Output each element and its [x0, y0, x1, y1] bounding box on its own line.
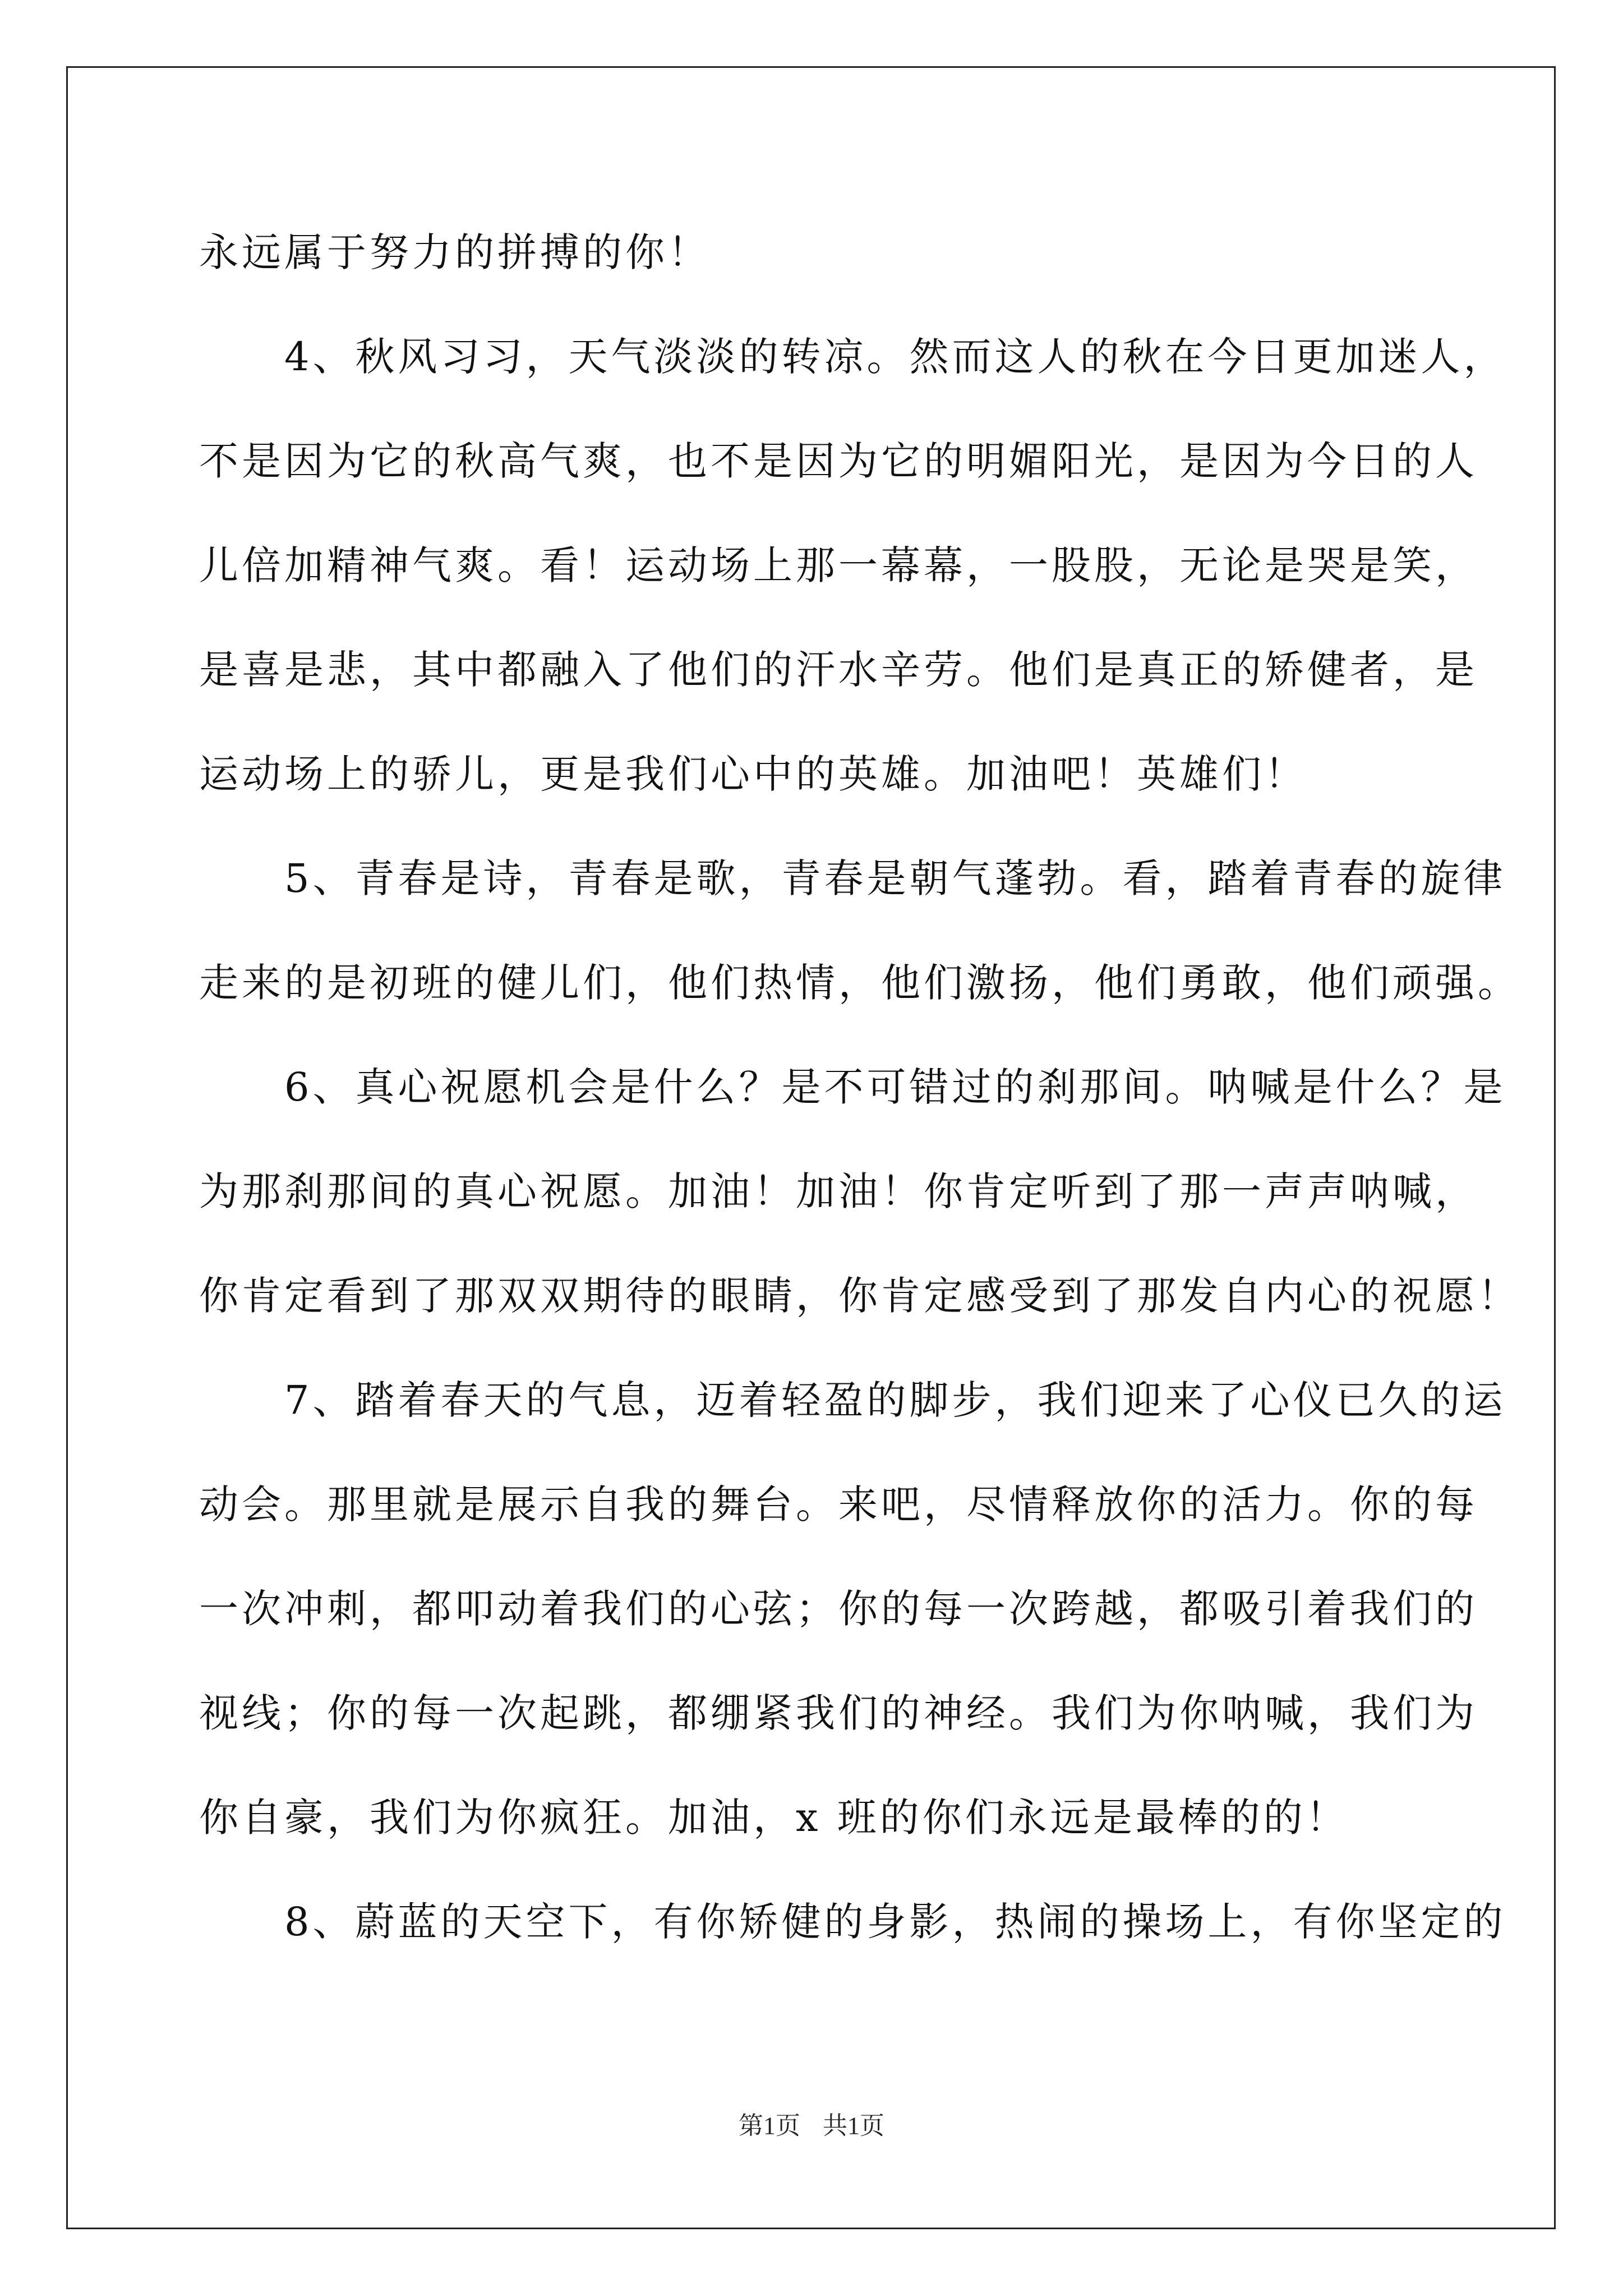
text-line: 7、踏着春天的气息，迈着轻盈的脚步，我们迎来了心仪已久的运 — [199, 1377, 1506, 1423]
text-line: 不是因为它的秋高气爽，也不是因为它的明媚阳光，是因为今日的人 — [199, 438, 1478, 484]
page-total: 共1页 — [823, 2112, 884, 2139]
text-line: 6、真心祝愿机会是什么？是不可错过的刹那间。呐喊是什么？是 — [199, 1064, 1506, 1110]
text-line: 你肯定看到了那双双期待的眼睛，你肯定感受到了那发自内心的祝愿！ — [199, 1273, 1520, 1319]
text-line: 走来的是初班的健儿们，他们热情，他们激扬，他们勇敢，他们顽强。 — [199, 960, 1520, 1006]
text-line: 儿倍加精神气爽。看！运动场上那一幕幕，一股股，无论是哭是笑， — [199, 542, 1478, 588]
text-line: 5、青春是诗，青春是歌，青春是朝气蓬勃。看，踏着青春的旋律 — [199, 855, 1506, 901]
text-line: 为那刹那间的真心祝愿。加油！加油！你肯定听到了那一声声呐喊， — [199, 1168, 1478, 1214]
text-line: 一次冲刺，都叩动着我们的心弦；你的每一次跨越，都吸引着我们的 — [199, 1586, 1478, 1632]
text-line: 是喜是悲，其中都融入了他们的汗水辛劳。他们是真正的矫健者，是 — [199, 647, 1478, 693]
text-line: 永远属于努力的拼搏的你！ — [199, 229, 711, 275]
text-line: 视线；你的每一次起跳，都绷紧我们的神经。我们为你呐喊，我们为 — [199, 1690, 1478, 1736]
page-number: 第1页 — [739, 2112, 800, 2139]
text-line: 动会。那里就是展示自我的舞台。来吧，尽情释放你的活力。你的每 — [199, 1481, 1478, 1527]
page-footer — [0, 2109, 1623, 2143]
text-line: 运动场上的骄儿，更是我们心中的英雄。加油吧！英雄们！ — [199, 751, 1307, 797]
text-line: 8、蔚蓝的天空下，有你矫健的身影，热闹的操场上，有你坚定的 — [199, 1899, 1506, 1945]
text-line: 4、秋风习习，天气淡淡的转凉。然而这人的秋在今日更加迷人， — [199, 334, 1506, 380]
text-line: 你自豪，我们为你疯狂。加油，x 班的你们永远是最棒的的！ — [199, 1795, 1349, 1841]
